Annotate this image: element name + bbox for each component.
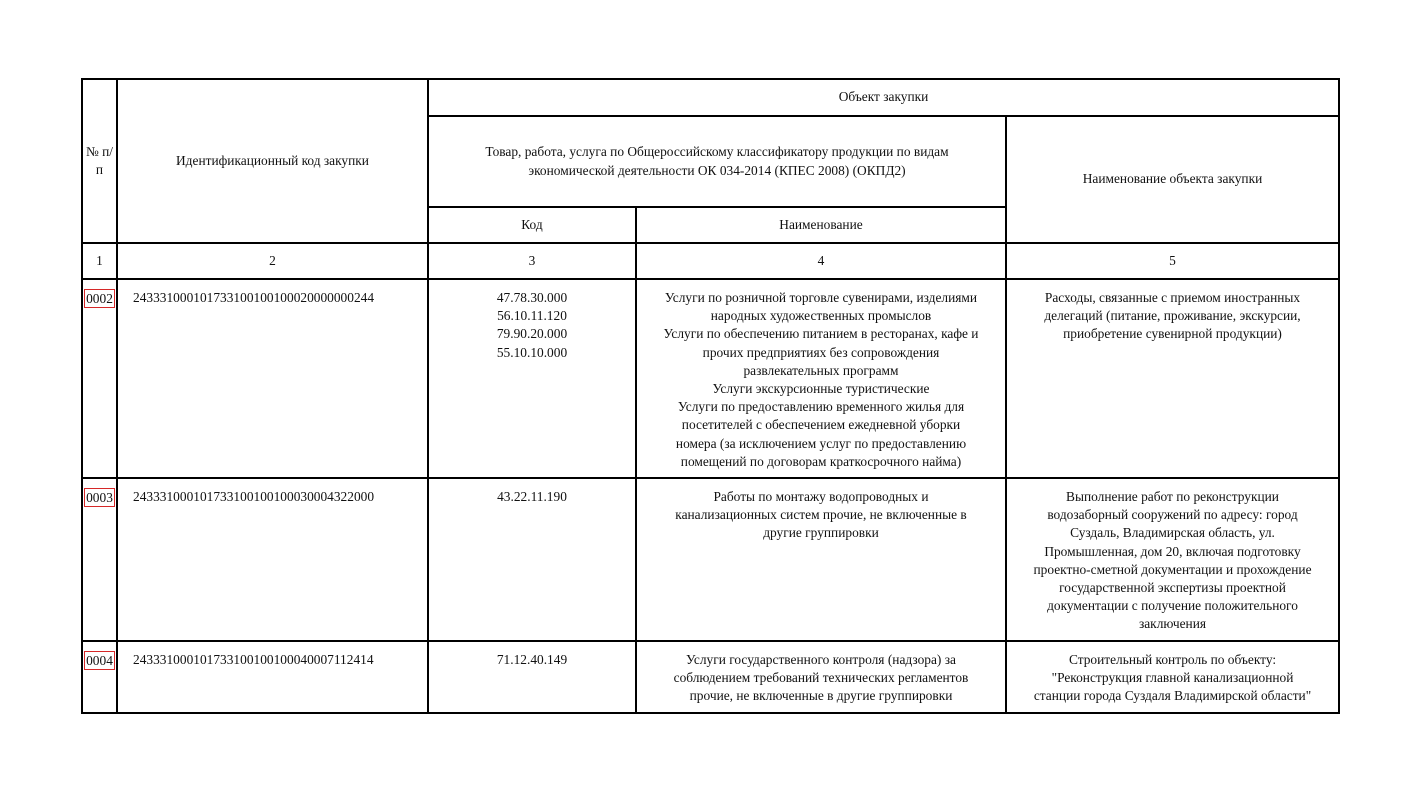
okpd-name-line: Работы по монтажу водопроводных и: [713, 489, 929, 504]
header-object-name: [1006, 116, 1339, 243]
okpd-code: 47.78.30.000: [496, 290, 568, 305]
object-name-line: Суздаль, Владимирская область, ул.: [1070, 525, 1275, 541]
okpd-name-line: посетителей с обеспечением ежедневной уборки: [681, 417, 961, 433]
header-object-name-text: Наименование объекта закупки: [1082, 171, 1263, 187]
row-id-code: 243331000101733100100100040007112414: [117, 641, 428, 713]
col-number-5: 5: [1006, 243, 1339, 279]
header-object: [428, 79, 1339, 116]
object-name-line: Промышленная, дом 20, включая подготовку: [1044, 543, 1301, 559]
object-name-line: Выполнение работ по реконструкции: [1066, 489, 1279, 504]
row-id-code: 243331000101733100100100030004322000: [117, 478, 428, 641]
row-num: 0004: [86, 653, 113, 668]
header-id-code: [117, 79, 428, 243]
okpd-name-line: прочие, не включенные в другие группировки: [689, 688, 953, 704]
row-okpd-codes: [428, 279, 636, 478]
row-num: 0002: [86, 291, 113, 306]
row-okpd-codes: [428, 641, 636, 713]
okpd-code: 71.12.40.149: [496, 652, 568, 667]
okpd-name-line: другие группировки: [763, 525, 879, 541]
okpd-name-line: прочих предприятиях без сопровождения: [702, 344, 940, 360]
header-num: [82, 79, 117, 243]
object-name-line: проектно-сметной документации и прохождение: [1033, 561, 1312, 577]
col-number-3: 3: [428, 243, 636, 279]
header-okpd-text: Товар, работа, услуга по Общероссийскому классификатору продукции по видам экономической деятельности ОК 034-2014 (КПЕС 2008) (ОКПД2): [485, 144, 949, 178]
header-name: [636, 207, 1006, 243]
header-code-text: Код: [521, 216, 543, 232]
header-okpd: [428, 116, 1006, 207]
row-num-cell: [82, 478, 117, 641]
object-name-line: документации с получение положительного: [1047, 598, 1298, 614]
row-num: 0003: [86, 490, 113, 505]
okpd-name-line: Услуги по розничной торговле сувенирами, изделиями: [664, 290, 978, 305]
row-num-cell: [82, 279, 117, 478]
okpd-name-line: помещений по договорам краткосрочного найма): [680, 453, 962, 469]
object-name-line: станции города Суздаля Владимирской области": [1033, 688, 1312, 704]
object-name-line: "Реконструкция главной канализационной: [1051, 670, 1294, 686]
object-name-line: приобретение сувенирной продукции): [1063, 326, 1282, 342]
table-row: [82, 279, 1339, 478]
row-okpd-names: [636, 279, 1006, 478]
col-number-2: 2: [117, 243, 428, 279]
okpd-name-line: соблюдением требований технических регламентов: [673, 670, 969, 686]
okpd-code: 79.90.20.000: [496, 326, 568, 342]
okpd-name-line: канализационных систем прочие, не включенные в: [675, 507, 967, 523]
col-number-1: 1: [82, 243, 117, 279]
okpd-code: 43.22.11.190: [497, 489, 567, 504]
procurement-table: [81, 78, 1340, 714]
okpd-code: 55.10.10.000: [496, 344, 568, 360]
okpd-name-line: народных художественных промыслов: [710, 308, 932, 324]
row-id-code: 243331000101733100100100020000000244: [117, 279, 428, 478]
header-id-code-text: Идентификационный код закупки: [176, 152, 369, 168]
row-object-name: [1006, 478, 1339, 641]
row-num-cell: [82, 641, 117, 713]
okpd-name-line: Услуги государственного контроля (надзора) за: [686, 652, 956, 667]
okpd-name-line: развлекательных программ: [743, 362, 899, 378]
row-okpd-names: [636, 641, 1006, 713]
row-okpd-names: [636, 478, 1006, 641]
object-name-line: заключения: [1138, 616, 1207, 632]
header-name-text: Наименование: [779, 216, 863, 232]
object-name-line: Расходы, связанные с приемом иностранных: [1044, 290, 1301, 305]
object-name-line: государственной экспертизы проектной: [1059, 580, 1286, 596]
header-row-1: [82, 79, 1339, 116]
okpd-name-line: Услуги по обеспечению питанием в ресторанах, кафе и: [663, 326, 979, 342]
row-object-name: [1006, 279, 1339, 478]
col-number-4: 4: [636, 243, 1006, 279]
object-name-line: Строительный контроль по объекту:: [1068, 652, 1277, 667]
table-row: [82, 641, 1339, 713]
okpd-name-line: Услуги по предоставлению временного жилья для: [677, 399, 965, 415]
okpd-name-line: номера (за исключением услуг по предоставлению: [675, 435, 967, 451]
row-object-name: [1006, 641, 1339, 713]
okpd-code: 56.10.11.120: [497, 308, 567, 324]
object-name-line: водозаборный сооружений по адресу: город: [1047, 507, 1298, 523]
object-name-line: делегаций (питание, проживание, экскурсии,: [1044, 308, 1301, 324]
header-object-text: Объект закупки: [838, 89, 929, 105]
column-number-row: [82, 243, 1339, 279]
header-code: [428, 207, 636, 243]
table-row: [82, 478, 1339, 641]
row-okpd-codes: [428, 478, 636, 641]
header-num-text: № п/п: [85, 143, 113, 177]
okpd-name-line: Услуги экскурсионные туристические: [712, 381, 930, 397]
